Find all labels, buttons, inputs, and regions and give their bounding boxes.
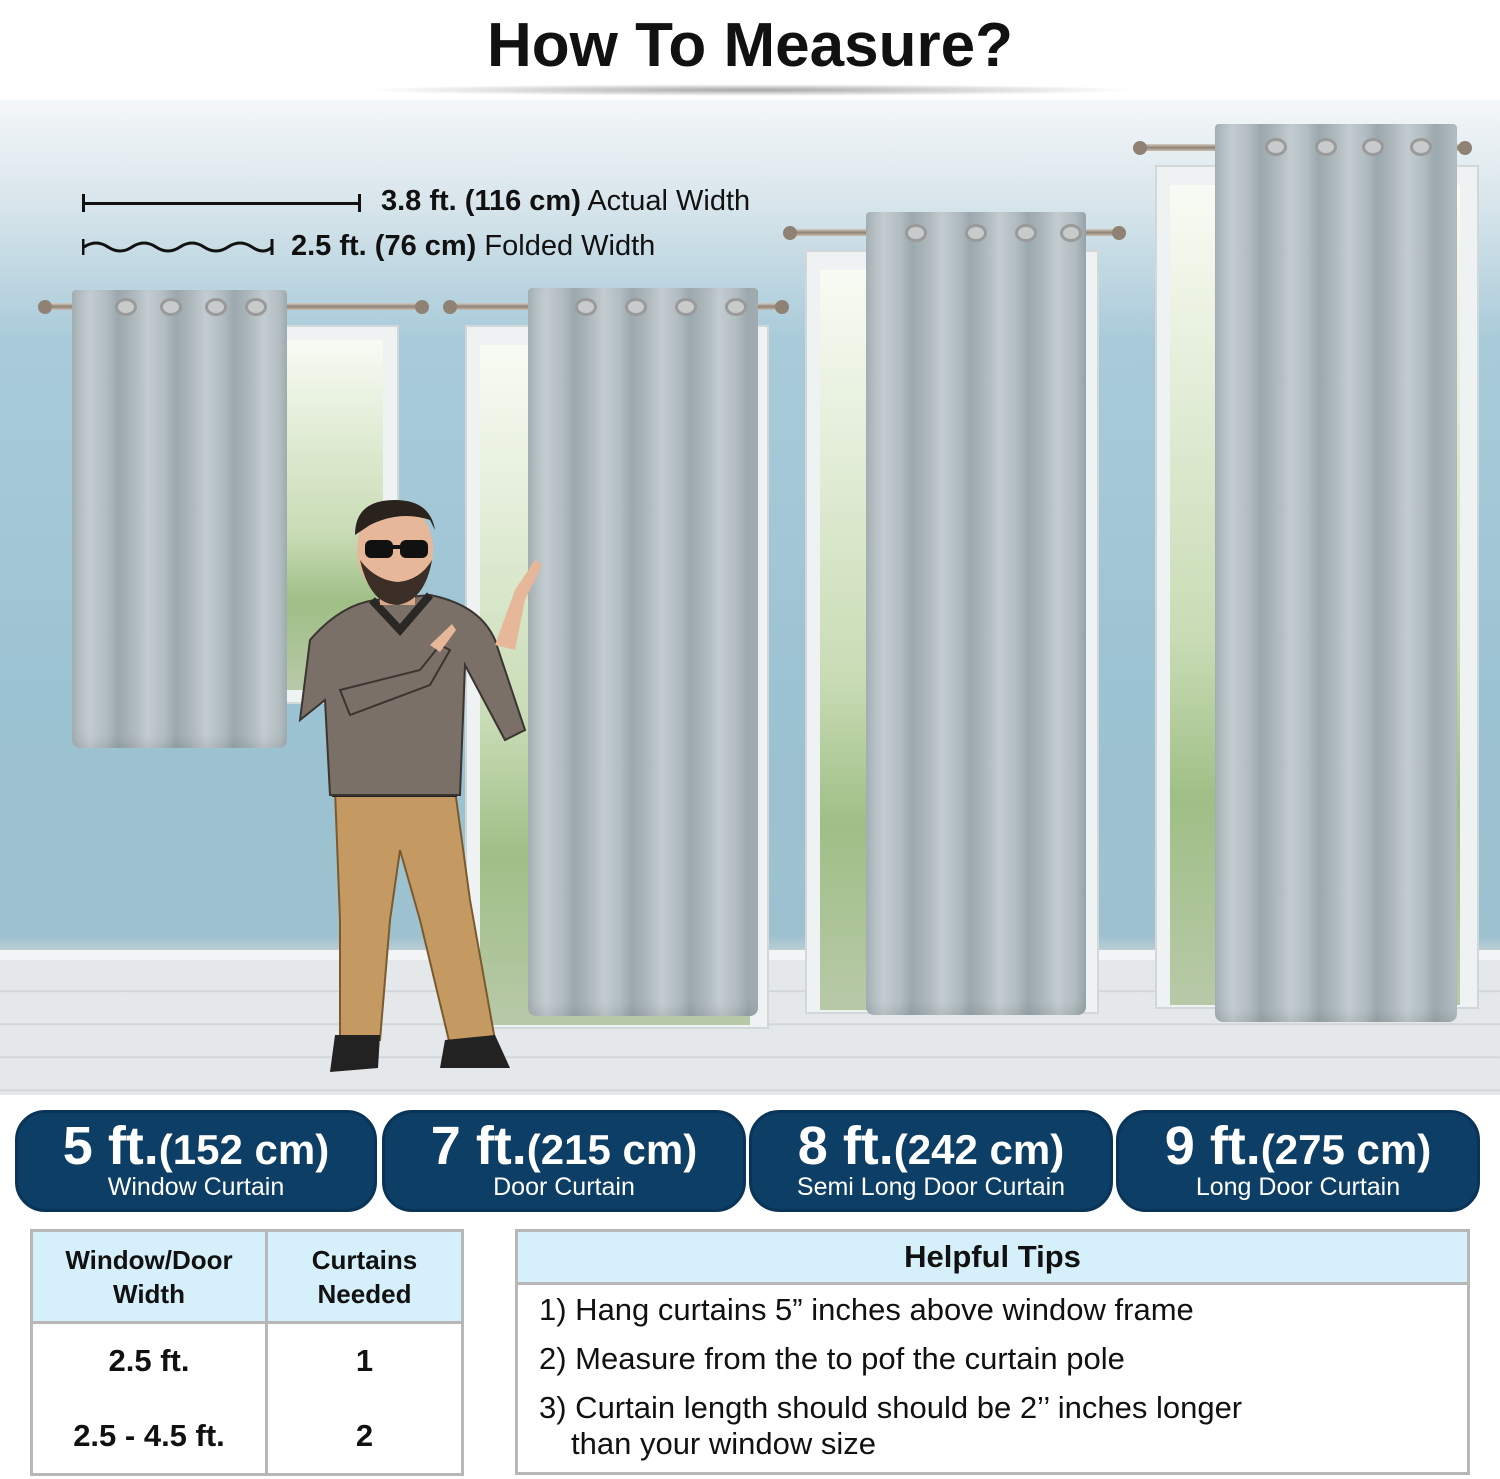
- helpful-tips-heading: Helpful Tips: [518, 1232, 1467, 1285]
- grommet: [115, 298, 137, 316]
- tip-item: 3) Curtain length should should be 2’’ inches longer: [539, 1390, 1243, 1425]
- grommet: [1410, 138, 1432, 156]
- grommet: [625, 298, 647, 316]
- size-pill-heading: [752, 1115, 1110, 1181]
- page-title: How To Measure?: [487, 11, 1013, 80]
- table-row: [32, 1323, 463, 1399]
- door-curtain: [528, 288, 758, 1016]
- size-pill-window: [15, 1110, 377, 1212]
- actual-width-text: Actual Width: [587, 185, 751, 217]
- rod-finial: [415, 300, 429, 314]
- rod-finial: [1458, 141, 1472, 155]
- size-pill-long: [1116, 1110, 1480, 1212]
- grommet: [725, 298, 747, 316]
- grommet: [575, 298, 597, 316]
- grommet: [1265, 138, 1287, 156]
- grommet: [160, 298, 182, 316]
- rod-finial: [443, 300, 457, 314]
- table-cell: 1: [267, 1323, 463, 1399]
- size-label: Door Curtain: [493, 1173, 635, 1201]
- width-table: [30, 1229, 464, 1476]
- size-pill-heading: [1119, 1115, 1477, 1181]
- grommet: [905, 224, 927, 242]
- tip-item: than your window size: [571, 1426, 876, 1461]
- size-cm: (242 cm): [893, 1126, 1065, 1173]
- table-cell: 2: [267, 1399, 463, 1475]
- folded-width-wave: [82, 237, 274, 257]
- man-illustration: [280, 400, 550, 1090]
- helpful-tips-box: [515, 1229, 1470, 1475]
- folded-width-label: [291, 230, 655, 263]
- size-cm: (275 cm): [1260, 1126, 1432, 1173]
- rod-finial: [1112, 226, 1126, 240]
- line-tick: [82, 194, 85, 212]
- size-label: Long Door Curtain: [1195, 1173, 1401, 1201]
- semi-long-door-curtain: [866, 212, 1086, 1015]
- grommet: [675, 298, 697, 316]
- long-door-curtain: [1215, 124, 1457, 1022]
- folded-width-text: Folded Width: [484, 230, 656, 262]
- size-cm: (152 cm): [158, 1126, 330, 1173]
- window-curtain: [72, 290, 287, 748]
- size-ft: 5 ft.: [62, 1116, 159, 1176]
- line-tick: [358, 194, 361, 212]
- grommet: [1015, 224, 1037, 242]
- rod-finial: [1133, 141, 1147, 155]
- grommet: [205, 298, 227, 316]
- size-pill-door: [382, 1110, 746, 1212]
- table-cell: 2.5 ft.: [32, 1323, 267, 1399]
- grommet: [1362, 138, 1384, 156]
- size-ft: 9 ft.: [1164, 1116, 1261, 1176]
- room-scene: [0, 100, 1500, 1095]
- grommet: [965, 224, 987, 242]
- size-pill-heading: [18, 1115, 374, 1181]
- width-measurements: [80, 185, 840, 275]
- actual-width-line: [83, 202, 359, 205]
- actual-width-label: [381, 185, 750, 218]
- table-header: Curtains Needed: [267, 1231, 463, 1323]
- grommet: [1315, 138, 1337, 156]
- size-ft: 8 ft.: [797, 1116, 894, 1176]
- table-header: Window/Door Width: [32, 1231, 267, 1323]
- size-cm: (215 cm): [526, 1126, 698, 1173]
- rod-finial: [775, 300, 789, 314]
- size-label: Semi Long Door Curtain: [796, 1173, 1066, 1201]
- folded-width-value: 2.5 ft. (76 cm): [291, 230, 477, 262]
- size-pill-heading: [385, 1115, 743, 1181]
- table-cell: 2.5 - 4.5 ft.: [32, 1399, 267, 1475]
- tip-item: 1) Hang curtains 5” inches above window frame: [539, 1292, 1194, 1327]
- title-shadow: [360, 84, 1140, 96]
- size-label: Window Curtain: [107, 1173, 285, 1201]
- size-ft: 7 ft.: [430, 1116, 527, 1176]
- table-header-row: [32, 1231, 463, 1323]
- rod-finial: [38, 300, 52, 314]
- size-pill-semi-long: [749, 1110, 1113, 1212]
- grommet: [245, 298, 267, 316]
- tip-item: 2) Measure from the to pof the curtain pole: [539, 1341, 1125, 1376]
- actual-width-value: 3.8 ft. (116 cm): [381, 185, 581, 217]
- grommet: [1060, 224, 1082, 242]
- table-row: [32, 1399, 463, 1475]
